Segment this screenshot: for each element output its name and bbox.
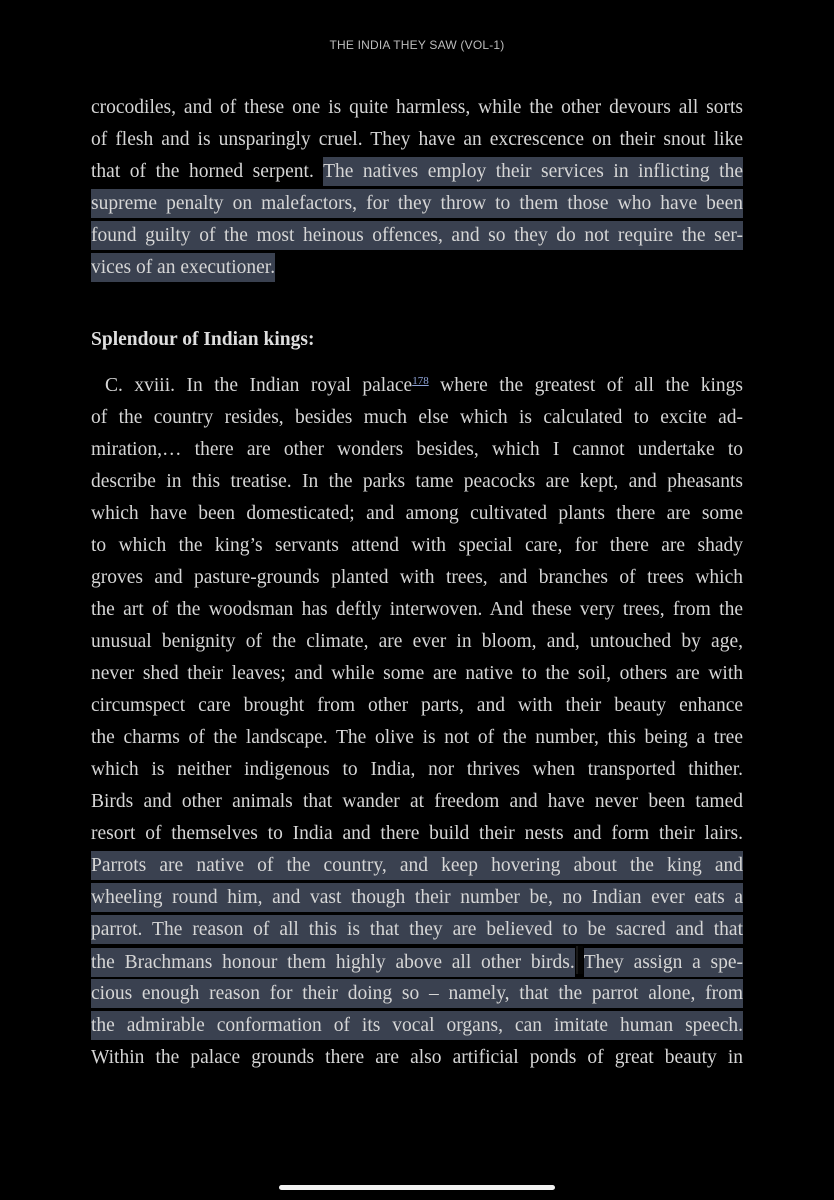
text-line [91,882,743,914]
text-line: resort of themselves to India and there build their nests and form their lairs. [91,823,743,844]
text-line: unusual benignity of the climate, are ever in bloom, and, untouched by age, [91,631,743,652]
highlight-span[interactable]: vices of an executioner. [91,253,275,282]
section-heading: Splendour of Indian kings: [91,329,315,350]
reading-page[interactable] [91,92,743,1074]
text-line [91,220,743,252]
text-line: of the country resides, besides much else which is calculated to excite ad- [91,407,743,428]
text-line: which have been domesticated; and among cultivated plants there are some [91,503,743,524]
text-line [91,850,743,882]
highlight-span[interactable]: the Brachmans honour them highly above all other birds. [91,948,575,977]
text-line: groves and pasture-grounds planted with trees, and branches of trees which [91,567,743,588]
highlight-span[interactable]: the admirable conformation of its vocal organs, can imitate human speech. [91,1011,743,1040]
text-line [91,370,743,402]
highlight-span[interactable]: parrot. The reason of all this is that they are believed to be sacred and that [91,915,743,944]
text-line: Birds and other animals that wander at freedom and have never been tamed [91,791,743,812]
text-line: the art of the woodsman has deftly interwoven. And these very trees, from the [91,599,743,620]
text-span: that of the horned serpent. [91,161,324,182]
text-line: Within the palace grounds there are also artificial ponds of great beauty in [91,1047,743,1068]
text-line: miration,… there are other wonders besides, which I cannot undertake to [91,439,743,460]
text-line: to which the king’s servants attend with special care, for there are shady [91,535,743,556]
highlight-span[interactable]: Parrots are native of the country, and keep hovering about the king and [91,851,743,880]
text-line [91,188,743,220]
text-line: of flesh and is unsparingly cruel. They have an excrescence on their snout like [91,129,743,150]
highlight-span[interactable]: The natives employ their services in inflicting the [323,157,743,186]
highlight-span[interactable]: wheeling round him, and vast though their number be, no Indian ever eats a [91,883,743,912]
text-line [91,914,743,946]
selection-handle[interactable] [576,946,583,974]
text-line: circumspect care brought from other parts, and with their beauty enhance [91,695,743,716]
highlight-span[interactable]: supreme penalty on malefactors, for they throw to them those who have been [91,189,743,218]
text-line: never shed their leaves; and while some are native to the soil, others are with [91,663,743,684]
text-line [91,252,743,284]
paragraph-crocodiles [91,92,743,284]
footnote-link[interactable]: 178 [412,375,429,387]
text-line [91,978,743,1010]
text-line: describe in this treatise. In the parks tame peacocks are kept, and pheasants [91,471,743,492]
text-span: where the greatest of all the kings [428,375,744,396]
highlight-span[interactable]: found guilty of the most heinous offences, and so they do not require the ser- [91,221,743,250]
text-line: the charms of the landscape. The olive is not of the number, this being a tree [91,727,743,748]
paragraph-palace [91,370,743,1074]
text-line: crocodiles, and of these one is quite harmless, while the other devours all sorts [91,97,743,118]
text-line [91,946,743,978]
book-title: THE INDIA THEY SAW (VOL-1) [329,38,505,52]
text-line [91,1010,743,1042]
highlight-span[interactable]: cious enough reason for their doing so – namely, that the parrot alone, from [91,979,743,1008]
highlight-span[interactable]: They assign a spe- [584,948,743,977]
text-span: C. xviii. In the Indian royal palace [105,375,413,396]
text-line: which is neither indigenous to India, nor thrives when transported thither. [91,759,743,780]
home-indicator[interactable] [279,1185,555,1190]
text-line [91,156,743,188]
